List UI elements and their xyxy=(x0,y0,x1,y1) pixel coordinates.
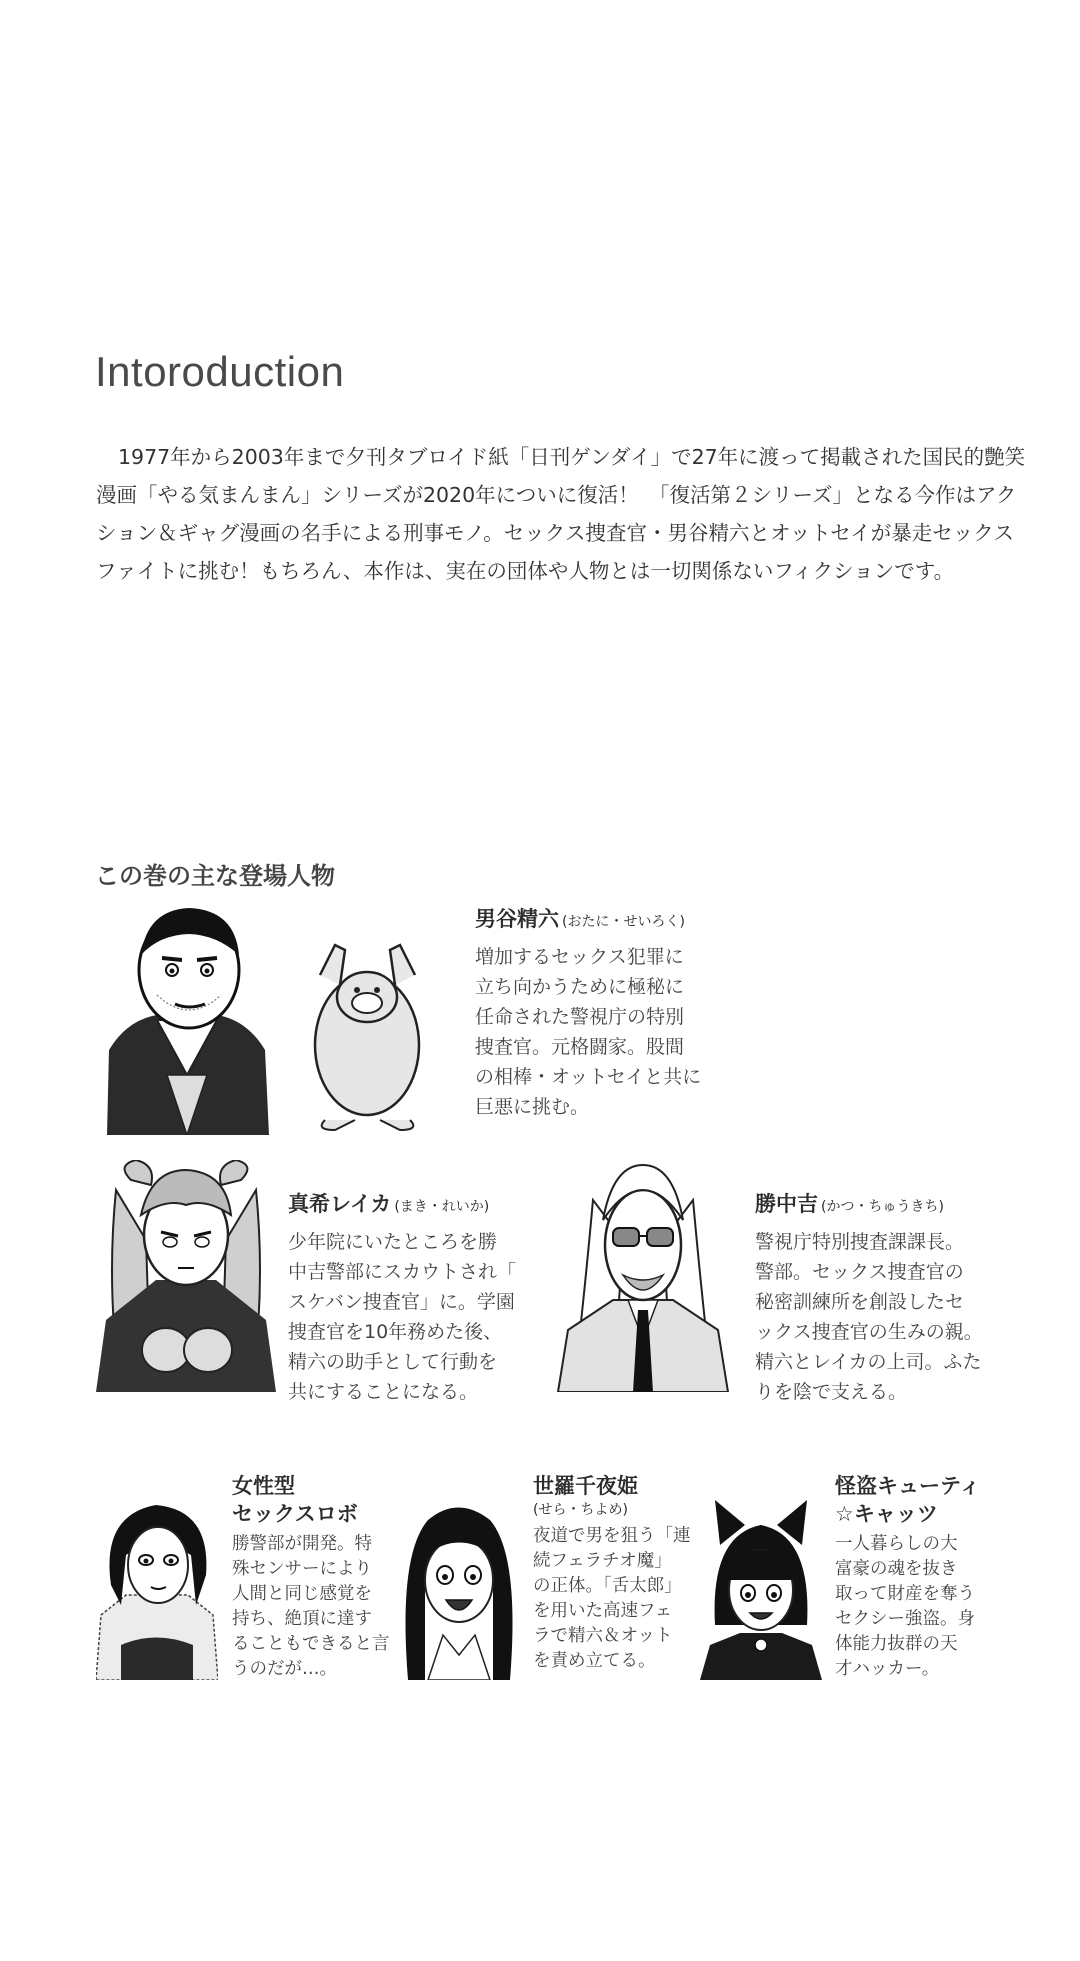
character-sexrobot xyxy=(232,1472,390,1682)
character-name xyxy=(475,905,701,936)
reika-portrait xyxy=(96,1160,276,1392)
description-line: 共にすることになる。 xyxy=(288,1381,479,1403)
chiyome-portrait xyxy=(398,1495,520,1680)
description-line: スケバン捜査官」に。学園 xyxy=(288,1291,515,1313)
description-line: 捜査官。元格闘家。股間 xyxy=(475,1036,685,1058)
description-line: の相棒・オットセイと共に xyxy=(475,1066,702,1088)
intro-line: 漫画「やる気まんまん」シリーズが2020年についに復活！ 「復活第２シリーズ」となる今作はアク xyxy=(96,483,1017,507)
description-line: 富豪の魂を抜き xyxy=(835,1559,958,1579)
description-line: ラで精六＆オット xyxy=(533,1626,673,1646)
name-text: 真希レイカ xyxy=(288,1192,392,1216)
description-line: 捜査官を10年務めた後、 xyxy=(288,1321,503,1343)
description-line: セクシー強盗。身 xyxy=(835,1609,975,1629)
description-line: 秘密訓練所を創設したセ xyxy=(755,1291,965,1313)
description-line: 取って財産を奪う xyxy=(835,1584,975,1604)
intro-line: ション＆ギャグ漫画の名手による刑事モノ。セックス捜査官・男谷精六とオットセイが暴走セックス xyxy=(96,521,1014,545)
intro-heading: Intoroduction xyxy=(95,348,345,395)
description-line: 中吉警部にスカウトされ「 xyxy=(288,1261,517,1283)
description-line: 警視庁特別捜査課課長。 xyxy=(755,1231,965,1253)
name-reading: (おたに・せいろく) xyxy=(562,914,685,930)
name-reading: (せら・ちよめ) xyxy=(533,1502,628,1518)
description-line: 持ち、絶頂に達す xyxy=(232,1609,372,1629)
character-cuteycats xyxy=(835,1472,980,1682)
description-line: の正体。「舌太郎」 xyxy=(533,1576,682,1596)
description-line: うのだが…。 xyxy=(232,1659,337,1679)
name-line: 怪盗キューティ xyxy=(835,1474,981,1498)
description-line: 人間と同じ感覚を xyxy=(232,1584,372,1604)
description-line: 増加するセックス犯罪に xyxy=(475,946,684,968)
character-description xyxy=(232,1532,390,1682)
name-reading: (かつ・ちゅうきち) xyxy=(821,1199,944,1215)
character-description xyxy=(475,942,701,1122)
character-reika xyxy=(288,1190,516,1407)
character-name xyxy=(288,1190,516,1221)
description-line: 続フェラチオ魔」 xyxy=(533,1551,672,1571)
seiroku-portrait xyxy=(97,900,277,1135)
name-line: ☆キャッツ xyxy=(835,1502,938,1526)
description-line: 任命された警視庁の特別 xyxy=(475,1006,685,1028)
name-text: 男谷精六 xyxy=(475,907,559,931)
cast-heading: この巻の主な登場人物 xyxy=(95,862,335,890)
name-text: 世羅千夜姫 xyxy=(533,1474,638,1498)
character-description xyxy=(288,1227,516,1407)
character-description xyxy=(835,1532,980,1682)
description-line: 精六の助手として行動を xyxy=(288,1351,498,1373)
sexrobot-portrait xyxy=(96,1495,218,1680)
description-line: 才ハッカー。 xyxy=(835,1659,940,1679)
character-name xyxy=(835,1472,980,1528)
character-chiyome xyxy=(533,1472,691,1674)
intro-line: ファイトに挑む！もちろん、本作は、実在の団体や人物とは一切関係ないフィクションです。 xyxy=(96,559,955,583)
cuteycats-portrait xyxy=(700,1495,822,1680)
description-line: 少年院にいたところを勝 xyxy=(288,1231,498,1253)
description-line: 殊センサーにより xyxy=(232,1559,372,1579)
description-line: 夜道で男を狙う「連 xyxy=(533,1526,691,1546)
description-line: を責め立てる。 xyxy=(533,1651,656,1671)
description-line: 警部。セックス捜査官の xyxy=(755,1261,964,1283)
character-katsu xyxy=(755,1190,983,1407)
description-line: ックス捜査官の生みの親。 xyxy=(755,1321,983,1343)
katsu-portrait xyxy=(553,1160,733,1392)
description-line: 巨悪に挑む。 xyxy=(475,1096,590,1118)
description-line: 精六とレイカの上司。ふた xyxy=(755,1351,982,1373)
character-description xyxy=(533,1524,691,1674)
description-line: りを陰で支える。 xyxy=(755,1381,908,1403)
name-reading: (まき・れいか) xyxy=(394,1199,490,1215)
description-line: 勝警部が開発。特 xyxy=(232,1534,372,1554)
character-name xyxy=(533,1472,691,1520)
character-seiroku xyxy=(475,905,701,1122)
intro-paragraph xyxy=(96,438,1026,590)
intro-line: 1977年から2003年まで夕刊タブロイド紙「日刊ゲンダイ」で27年に渡って掲載された国民的艶笑 xyxy=(118,445,1026,469)
seal-portrait xyxy=(300,935,435,1135)
description-line: ることもできると言 xyxy=(232,1634,390,1654)
description-line: 一人暮らしの大 xyxy=(835,1534,958,1554)
name-text: 勝中吉 xyxy=(755,1192,818,1216)
description-line: 体能力抜群の天 xyxy=(835,1634,958,1654)
name-line: 女性型 xyxy=(232,1474,295,1498)
description-line: 立ち向かうために極秘に xyxy=(475,976,685,998)
description-line: を用いた高速フェ xyxy=(533,1601,673,1621)
name-line: セックスロボ xyxy=(232,1502,358,1526)
character-description xyxy=(755,1227,983,1407)
character-name xyxy=(755,1190,983,1221)
character-name xyxy=(232,1472,390,1528)
